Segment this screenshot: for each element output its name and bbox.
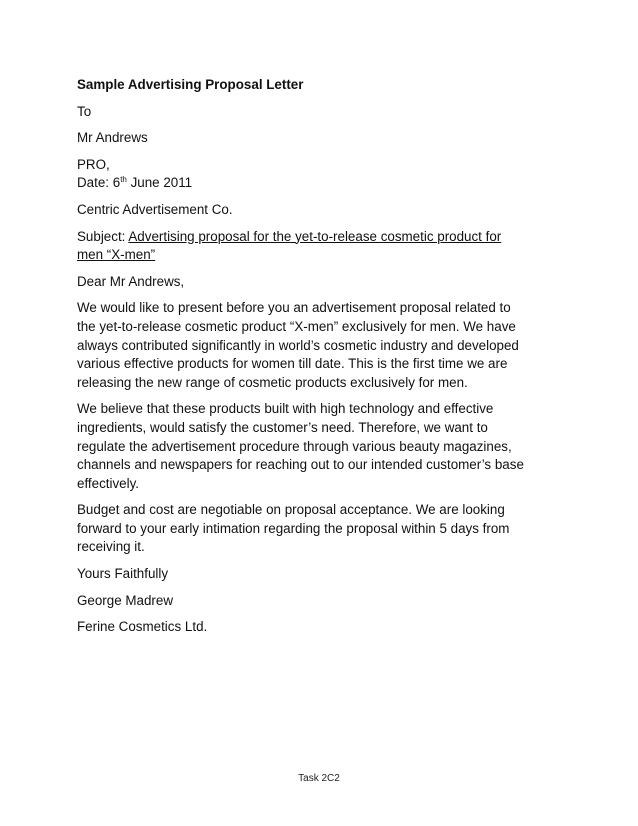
paragraph-line: effectively.	[77, 475, 140, 491]
letter-body	[77, 76, 563, 645]
paragraph-line: various effective products for women till date. This is the first time we are	[77, 356, 508, 372]
paragraph-line: channels and newspapers for reaching out to our intended customer’s base	[77, 457, 524, 473]
letter-title: Sample Advertising Proposal Letter	[77, 77, 304, 92]
date-line	[77, 175, 192, 190]
company-name: Centric Advertisement Co.	[77, 201, 233, 217]
subject-text-line-2: men “X-men”	[77, 247, 156, 263]
subject-line	[77, 228, 563, 265]
date-suffix: th	[120, 175, 127, 185]
recipient-block	[77, 156, 563, 193]
recipient-title: PRO,	[77, 156, 110, 172]
paragraph-line: ingredients, would satisfy the customer’s need. Therefore, we want to	[77, 419, 488, 435]
subject-label: Subject:	[77, 228, 129, 244]
sender-name: George Madrew	[77, 592, 174, 608]
page-footer: Task 2C2	[298, 773, 340, 784]
paragraph-intro	[77, 299, 563, 392]
date-day: 6	[112, 175, 121, 191]
paragraph-products	[77, 400, 563, 493]
paragraph-line: Budget and cost are negotiable on proposal acceptance. We are looking	[77, 502, 505, 518]
subject-text-line-1: Advertising proposal for the yet-to-release cosmetic product for	[128, 228, 502, 244]
date-rest: June 2011	[126, 175, 193, 191]
sender-company: Ferine Cosmetics Ltd.	[77, 619, 208, 635]
paragraph-line: the yet-to-release cosmetic product “X-men” exclusively for men. We have	[77, 318, 516, 334]
paragraph-budget	[77, 501, 563, 557]
salutation: Dear Mr Andrews,	[77, 273, 185, 289]
paragraph-line: receiving it.	[77, 539, 145, 555]
paragraph-line: We would like to present before you an advertisement proposal related to	[77, 300, 511, 316]
paragraph-line: forward to your early intimation regarding the proposal within 5 days from	[77, 520, 510, 536]
paragraph-line: regulate the advertisement procedure through various beauty magazines,	[77, 438, 512, 454]
to-label: To	[77, 103, 92, 119]
paragraph-line: releasing the new range of cosmetic products exclusively for men.	[77, 374, 468, 390]
recipient-name: Mr Andrews	[77, 130, 148, 146]
paragraph-line: We believe that these products built with high technology and effective	[77, 401, 494, 417]
date-label: Date:	[77, 175, 113, 191]
closing: Yours Faithfully	[77, 566, 169, 582]
paragraph-line: always contributed significantly in world’s cosmetic industry and developed	[77, 337, 519, 353]
